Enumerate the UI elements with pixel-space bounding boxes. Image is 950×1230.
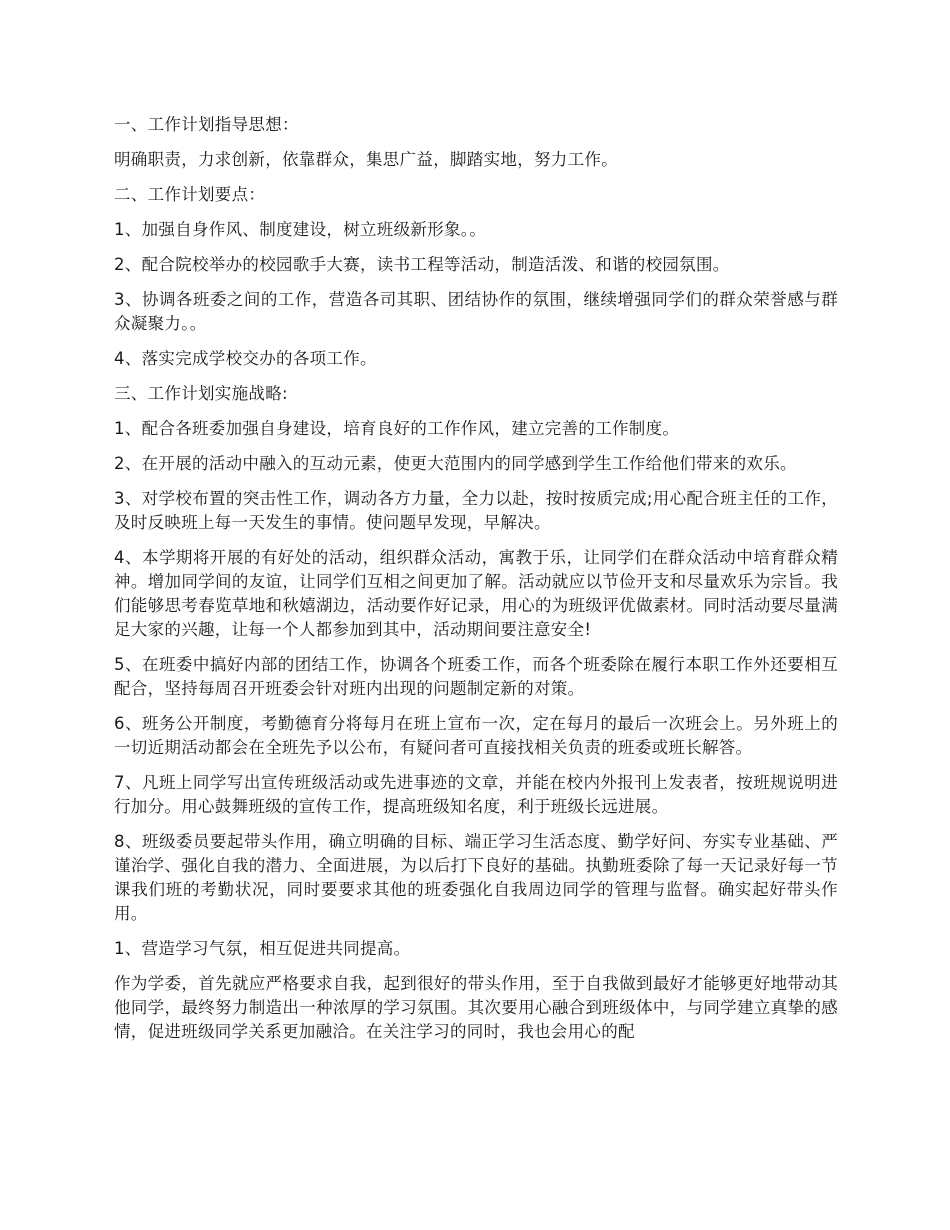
paragraph: 作为学委，首先就应严格要求自我，起到很好的带头作用，至于自我做到最好才能够更好地带动其他同学，最终努力制造出一种浓厚的学习氛围。其次要用心融合到班级体中，与同学建立真挚的感情，促进班级同学关系更加融洽。在关注学习的同时，我也会用心的配 xyxy=(114,974,838,1041)
heading-key-points: 二、工作计划要点： xyxy=(114,185,266,204)
list-item: 1、配合各班委加强自身建设，培育良好的工作作风，建立完善的工作制度。 xyxy=(114,419,680,438)
heading-implementation: 三、工作计划实施战略: xyxy=(114,384,288,403)
list-item: 3、协调各班委之间的工作，营造各司其职、团结协作的氛围，继续增强同学们的群众荣誉感与群众凝聚力。。 xyxy=(114,290,838,333)
list-item: 6、班务公开制度，考勤德育分将每月在班上宣布一次，定在每月的最后一次班会上。另外班上的一切近期活动都会在全班先予以公布，有疑问者可直接找相关负责的班委或班长解答。 xyxy=(114,714,838,757)
list-item: 5、在班委中搞好内部的团结工作，协调各个班委工作，而各个班委除在履行本职工作外还要相互配合，坚持每周召开班委会针对班内出现的问题制定新的对策。 xyxy=(114,655,838,698)
list-item: 3、对学校布置的突击性工作，调动各方力量，全力以赴，按时按质完成;用心配合班主任的工作，及时反映班上每一天发生的事情。使问题早发现，早解决。 xyxy=(114,489,838,532)
list-item: 2、在开展的活动中融入的互动元素，使更大范围内的同学感到学生工作给他们带来的欢乐。 xyxy=(114,454,797,473)
list-item: 7、凡班上同学写出宣传班级活动或先进事迹的文章，并能在校内外报刊上发表者，按班规说明进行加分。用心鼓舞班级的宣传工作，提高班级知名度，利于班级长远进展。 xyxy=(114,773,838,816)
list-item: 1、加强自身作风、制度建设，树立班级新形象。。 xyxy=(114,220,487,239)
list-item: 1、营造学习气氛，相互促进共同提高。 xyxy=(114,939,411,958)
list-item: 2、配合院校举办的校园歌手大赛，读书工程等活动，制造活泼、和谐的校园氛围。 xyxy=(114,255,730,274)
heading-guiding-thought: 一、工作计划指导思想： xyxy=(114,115,299,134)
list-item: 4、本学期将开展的有好处的活动，组织群众活动，寓教于乐，让同学们在群众活动中培育群众精神。增加同学间的友谊，让同学们互相之间更加了解。活动就应以节俭开支和尽量欢乐为宗旨。我们能够思考春览草地和秋嬉湖边，活动要作好记录，用心的为班级评优做素材。同时活动要尽量满足大家的兴趣，让每一个人都参加到其中，活动期间要注意安全! xyxy=(114,548,838,639)
list-item: 8、班级委员要起带头作用，确立明确的目标、端正学习生活态度、勤学好问、夯实专业基础、严谨治学、强化自我的潜力、全面进展，为以后打下良好的基础。执勤班委除了每一天记录好每一节课我们班的考勤状况，同时要要求其他的班委强化自我周边同学的管理与监督。确实起好带头作用。 xyxy=(114,832,838,923)
list-item: 4、落实完成学校交办的各项工作。 xyxy=(114,349,377,368)
paragraph: 明确职责，力求创新，依靠群众，集思广益，脚踏实地，努力工作。 xyxy=(114,150,618,169)
